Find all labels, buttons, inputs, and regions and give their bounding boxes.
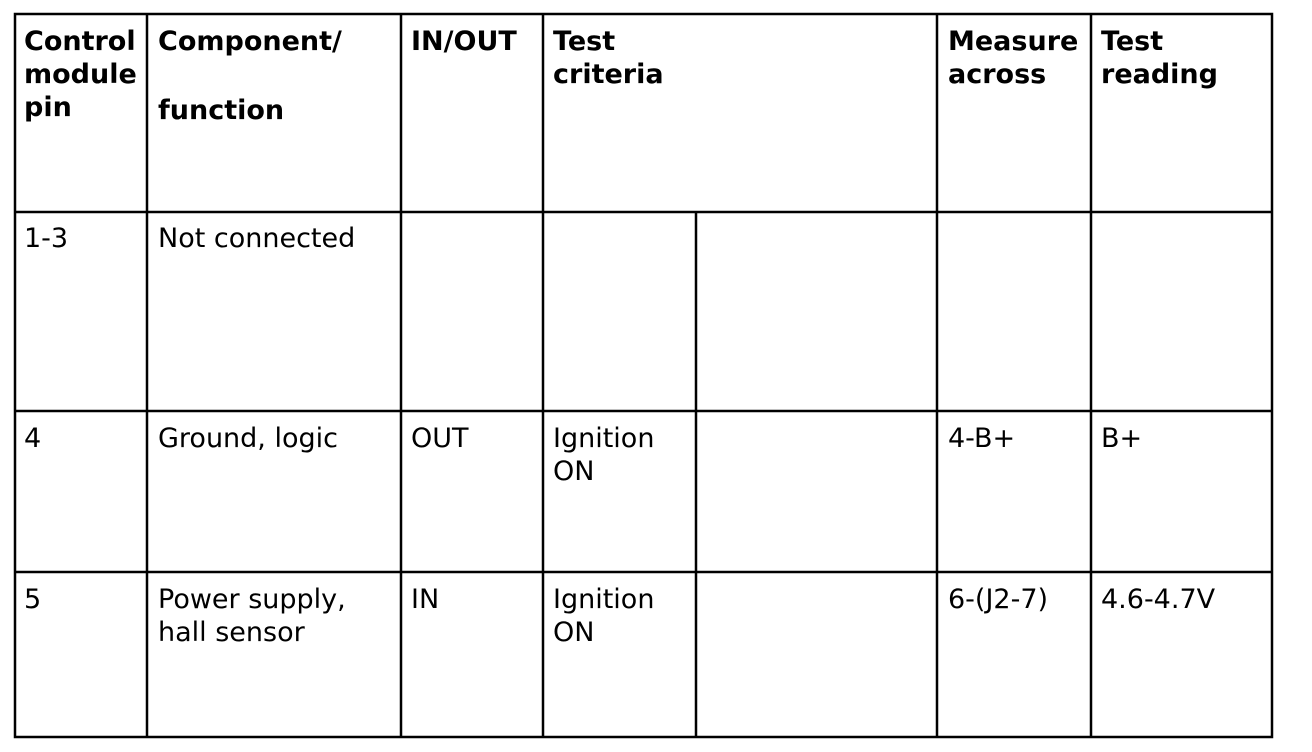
row-2-component: Ground, logic [158,423,338,454]
row-3-in-out: IN [411,584,440,615]
row-3-component: Power supply, hall sensor [158,584,346,648]
row-2-reading: B+ [1101,423,1143,454]
row-3-measure: 6-(J2-7) [948,584,1049,615]
row-2-pin: 4 [24,423,42,454]
row-3-reading: 4.6-4.7V [1101,584,1216,615]
header-in-out: IN/OUT [411,26,517,57]
header-control-module-pin: Control module pin [24,26,137,123]
header-test-criteria: Test criteria [553,26,664,90]
header-measure-across: Measure across [948,26,1079,90]
row-2-criteria: Ignition ON [553,423,655,487]
header-component-line1: Component/ [158,26,342,57]
row-3-pin: 5 [24,584,42,615]
row-2-in-out: OUT [411,423,469,454]
row-1-component: Not connected [158,223,356,254]
header-test-reading: Test reading [1101,26,1218,90]
row-3-criteria: Ignition ON [553,584,655,648]
row-1-pin: 1-3 [24,223,69,254]
row-2-measure: 4-B+ [948,423,1016,454]
header-component-line2: function [158,95,285,126]
